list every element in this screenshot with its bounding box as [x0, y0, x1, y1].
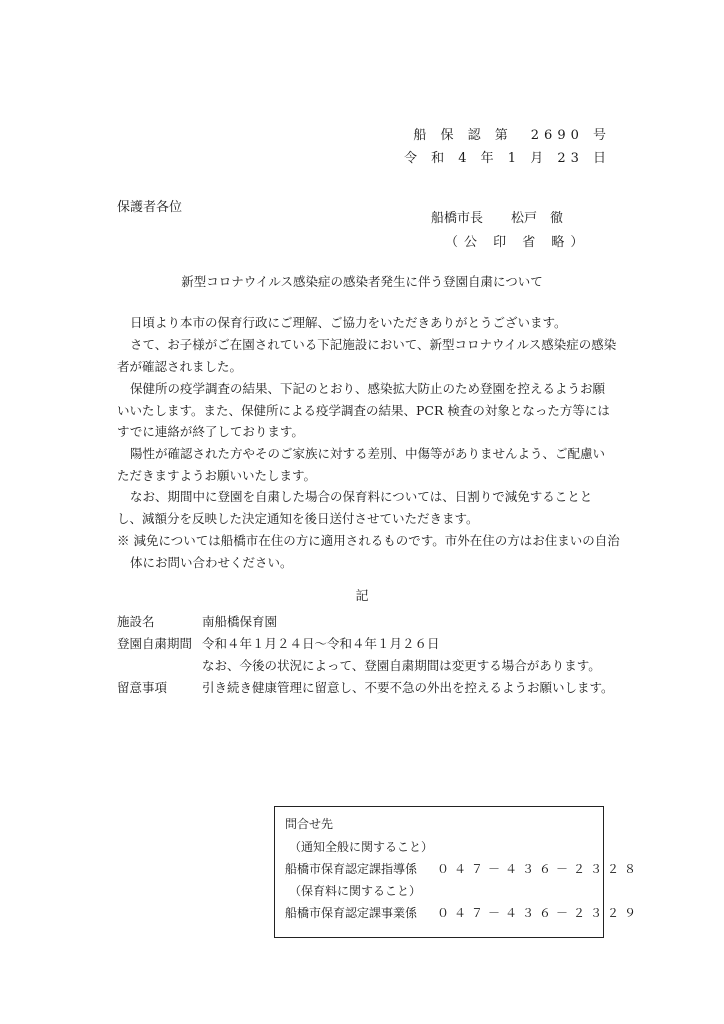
facility-label: 施設名: [117, 614, 155, 629]
seal-omitted-note: （公 印 省 略）: [445, 235, 590, 250]
contact-fee-label: （保育料に関すること）: [289, 884, 422, 898]
body-paragraph-discrimination: 陽性が確認された方やそのご家族に対する差別、中傷等がありませんよう、ご配慮いただきますようお願いいたします。: [117, 446, 606, 483]
contact-department-guidance: 船橋市保育認定課指導係: [285, 862, 418, 876]
ki-heading: 記: [355, 589, 369, 604]
document-date: 令 和 4 年 1 月 23 日: [403, 151, 611, 166]
contact-box: [274, 806, 642, 938]
sender-name: 松戸 徹: [511, 211, 564, 226]
document-title: 新型コロナウイルス感染症の感染者発生に伴う登園自粛について: [181, 274, 543, 289]
period-note: なお、今後の状況によって、登園自粛期間は変更する場合があります。: [202, 658, 601, 673]
facility-value: 南船橋保育園: [202, 614, 278, 629]
body-paragraph-fee-reduction: なお、期間中に登園を自粛した場合の保育料については、日割りで減免することとし、減額分を反映した決定通知を後日送付させていただきます。: [117, 489, 593, 526]
contact-general-label: （通知全般に関すること）: [289, 840, 434, 854]
notes-label: 留意事項: [117, 680, 168, 695]
sender-title: 船橋市長: [431, 211, 484, 226]
period-label: 登園自粛期間: [117, 636, 193, 651]
body-paragraph-case-confirmed: さて、お子様がご在園されている下記施設において、新型コロナウイルス感染症の感染者が確認されました。: [117, 337, 617, 374]
contact-department-business: 船橋市保育認定課事業係: [285, 906, 418, 920]
contact-heading: 問合せ先: [285, 817, 334, 831]
addressee: 保護者各位: [117, 200, 183, 215]
contact-phone-business: ０４７－４３６－２３２９: [437, 906, 642, 920]
body-paragraph-investigation: 保健所の疫学調査の結果、下記のとおり、感染拡大防止のため登園を控えるようお願いいたします。また、保健所による疫学調査の結果、PCR 検査の対象となった方等にはすでに連絡が終了しております。: [117, 381, 610, 439]
body-paragraph-greeting: 日頃より本市の保育行政にご理解、ご協力をいただきありがとうございます。: [130, 315, 567, 330]
notes-value: 引き続き健康管理に留意し、不要不急の外出を控えるようお願いします。: [202, 680, 614, 695]
period-value: 令和４年１月２４日～令和４年１月２６日: [202, 636, 440, 651]
body-note: ※ 減免については船橋市在住の方に適用されるものです。市外在住の方はお住まいの自治体にお問い合わせください。: [117, 533, 620, 570]
contact-phone-guidance: ０４７－４３６－２３２８: [437, 862, 642, 876]
document-number: 船 保 認 第 2690 号: [413, 128, 611, 143]
